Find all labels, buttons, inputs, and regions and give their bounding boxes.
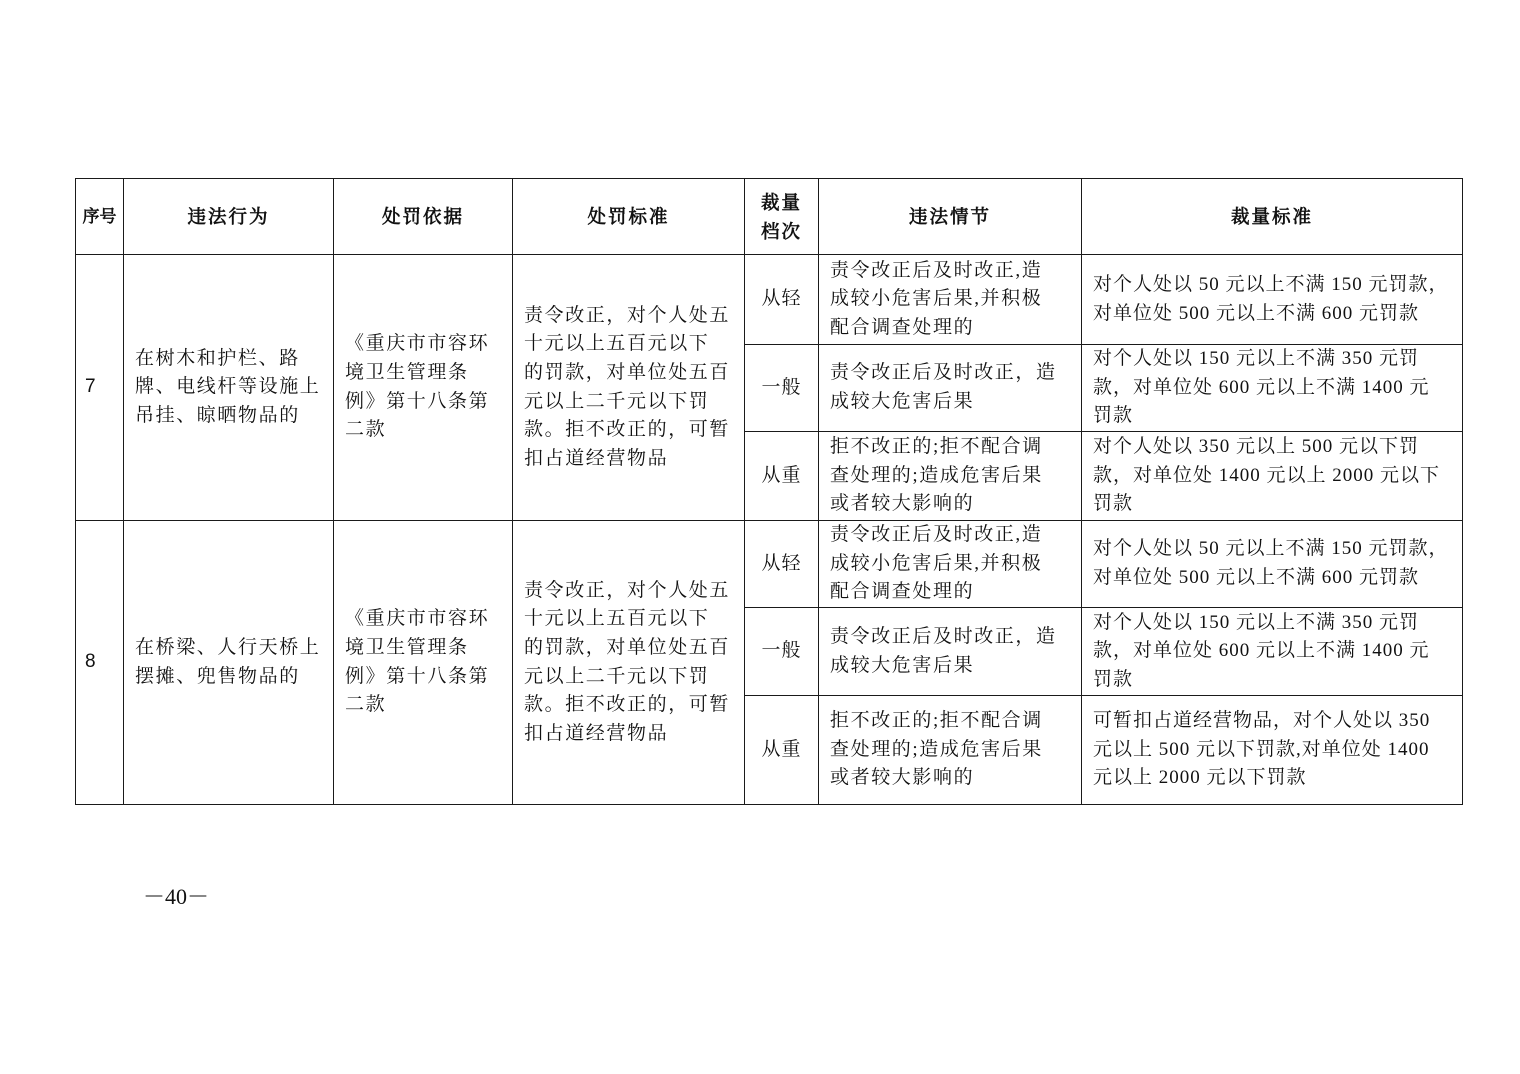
violation-circumstance (819, 608, 1082, 696)
violation-circumstance-line: 配合调查处理的 (830, 581, 975, 603)
violation-behavior-line: 牌、电线杆等设施上 (135, 376, 321, 398)
penalty-standard (513, 521, 745, 805)
record-number: 7 (76, 255, 124, 521)
discretion-standard-line: 可暂扣占道经营物品，对个人处以 350 (1093, 710, 1431, 732)
violation-circumstance (819, 521, 1082, 608)
discretion-level: 一般 (745, 608, 819, 696)
violation-behavior (124, 255, 334, 521)
header-row (76, 179, 1463, 255)
penalty-basis-line: 境卫生管理条 (345, 636, 469, 658)
header-discretion-level-line: 裁量 (760, 191, 802, 213)
discretion-standard-line: 对单位处 500 元以上不满 600 元罚款 (1093, 302, 1420, 324)
violation-circumstance (819, 432, 1082, 521)
discretion-standard-line: 款，对单位处 600 元以上不满 1400 元 (1093, 640, 1430, 662)
table-header (76, 179, 1463, 255)
record-number: 8 (76, 521, 124, 805)
table-body (76, 255, 1463, 805)
violation-behavior-line: 吊挂、晾晒物品的 (135, 404, 300, 426)
penalty-standard-line: 的罚款，对单位处五百 (524, 361, 731, 383)
penalty-standard-line: 十元以上五百元以下 (524, 608, 710, 630)
header-discretion-standard: 裁量标准 (1082, 179, 1463, 255)
discretion-standard (1082, 521, 1463, 608)
table-row (76, 255, 1463, 345)
violation-circumstance-line: 成较大危害后果 (830, 391, 975, 412)
penalty-standard-line: 十元以上五百元以下 (524, 333, 710, 355)
violation-circumstance-line: 配合调查处理的 (830, 316, 975, 338)
discretion-standard (1082, 345, 1463, 432)
violation-circumstance-line: 成较大危害后果 (830, 654, 975, 676)
discretion-level: 从重 (745, 432, 819, 521)
penalty-standard-line: 扣占道经营物品 (524, 447, 669, 469)
violation-circumstance-line: 拒不改正的;拒不配合调 (830, 436, 1043, 458)
violation-circumstance-line: 成较小危害后果,并积极 (830, 288, 1043, 310)
discretion-level: 从重 (745, 696, 819, 805)
penalty-standard-line: 责令改正，对个人处五 (524, 304, 731, 326)
discretion-level: 从轻 (745, 255, 819, 345)
page-number: －40－ (143, 884, 210, 909)
discretion-standard-line: 罚款 (1093, 405, 1134, 427)
penalty-standard-line: 款。拒不改正的，可暂 (524, 419, 731, 441)
violation-circumstance-line: 或者较大影响的 (830, 767, 975, 789)
penalty-basis-line: 《重庆市市容环 (345, 608, 490, 630)
discretion-standard-line: 对个人处以 50 元以上不满 150 元罚款， (1093, 273, 1449, 295)
discretion-standard-line: 对单位处 500 元以上不满 600 元罚款 (1093, 567, 1420, 588)
penalty-basis-line: 境卫生管理条 (345, 361, 469, 383)
discretion-standard-line: 罚款 (1093, 668, 1134, 690)
discretion-level: 从轻 (745, 521, 819, 608)
penalty-basis-line: 二款 (345, 694, 387, 716)
discretion-standard (1082, 696, 1463, 805)
penalty-standard-line: 款。拒不改正的，可暂 (524, 694, 731, 716)
discretion-standard-line: 元以上 500 元以下罚款,对单位处 1400 (1093, 738, 1430, 760)
discretion-standard (1082, 432, 1463, 521)
discretion-standard-line: 对个人处以 350 元以上 500 元以下罚 (1093, 436, 1420, 458)
header-violation-circumstance: 违法情节 (819, 179, 1082, 255)
header-penalty-basis: 处罚依据 (334, 179, 513, 255)
violation-circumstance-line: 责令改正后及时改正,造 (830, 259, 1043, 281)
violation-behavior-line: 摆摊、兜售物品的 (135, 665, 300, 687)
discretion-level: 一般 (745, 345, 819, 432)
discretion-standard (1082, 608, 1463, 696)
header-penalty-standard: 处罚标准 (513, 179, 745, 255)
penalty-basis (334, 255, 513, 521)
penalty-basis-line: 例》第十八条第 (345, 665, 490, 687)
discretion-standard-line: 对个人处以 150 元以上不满 350 元罚 (1093, 348, 1420, 370)
violation-behavior-line: 在树木和护栏、路 (135, 347, 300, 369)
penalty-discretion-table (75, 178, 1463, 805)
penalty-basis-line: 例》第十八条第 (345, 390, 490, 412)
penalty-basis (334, 521, 513, 805)
discretion-standard-line: 罚款 (1093, 493, 1134, 515)
penalty-standard-line: 的罚款，对单位处五百 (524, 636, 731, 658)
discretion-standard-line: 对个人处以 150 元以上不满 350 元罚 (1093, 611, 1420, 633)
penalty-standard-line: 扣占道经营物品 (524, 722, 669, 744)
violation-circumstance (819, 255, 1082, 345)
header-discretion-level-line: 档次 (760, 220, 802, 242)
violation-behavior-line: 在桥梁、人行天桥上 (135, 636, 321, 658)
violation-circumstance-line: 责令改正后及时改正，造 (830, 625, 1057, 647)
header-seq: 序号 (76, 179, 124, 255)
violation-behavior (124, 521, 334, 805)
discretion-standard-line: 对个人处以 50 元以上不满 150 元罚款， (1093, 538, 1449, 560)
violation-circumstance-line: 拒不改正的;拒不配合调 (830, 710, 1043, 732)
penalty-standard (513, 255, 745, 521)
violation-circumstance-line: 责令改正后及时改正,造 (830, 524, 1043, 546)
header-violation-behavior: 违法行为 (124, 179, 334, 255)
discretion-standard-line: 款，对单位处 600 元以上不满 1400 元 (1093, 376, 1430, 398)
penalty-basis-line: 二款 (345, 419, 387, 441)
table-row (76, 521, 1463, 608)
violation-circumstance-line: 查处理的;造成危害后果 (830, 738, 1043, 760)
violation-circumstance-line: 成较小危害后果,并积极 (830, 552, 1043, 574)
penalty-standard-line: 责令改正，对个人处五 (524, 579, 731, 601)
violation-circumstance (819, 696, 1082, 805)
discretion-standard (1082, 255, 1463, 345)
discretion-standard-line: 元以上 2000 元以下罚款 (1093, 767, 1307, 789)
penalty-basis-line: 《重庆市市容环 (345, 333, 490, 355)
violation-circumstance-line: 责令改正后及时改正，造 (830, 362, 1057, 384)
penalty-standard-line: 元以上二千元以下罚 (524, 390, 710, 412)
discretion-standard-line: 款，对单位处 1400 元以上 2000 元以下 (1093, 464, 1441, 486)
header-discretion-level (745, 179, 819, 255)
penalty-standard-line: 元以上二千元以下罚 (524, 665, 710, 687)
violation-circumstance-line: 或者较大影响的 (830, 493, 975, 515)
violation-circumstance (819, 345, 1082, 432)
violation-circumstance-line: 查处理的;造成危害后果 (830, 464, 1043, 486)
